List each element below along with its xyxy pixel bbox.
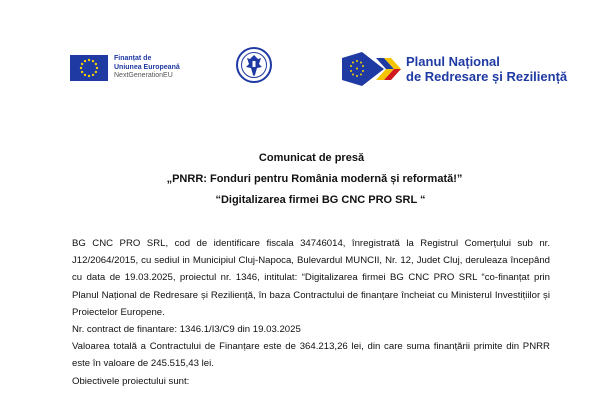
eu-text-line2: Uniunea Europeană [114,63,180,71]
eu-text-line1: Finanțat de [114,55,152,63]
header-logos [0,0,615,100]
pnrr-logo [342,52,567,86]
press-release-title: Comunicat de presă [258,152,365,164]
headline: „PNRR: Fonduri pentru România modernă și reformată!” [166,173,463,185]
contract-number: Nr. contract de finantare: 1346.1/I3/C9 din 19.03.2025 [72,324,301,336]
contract-value: Valoarea totală a Contractului de Finanțare este de 364.213,26 lei, din care suma finanțării primite din PNRR este în valoare de 245.515,43 lei. [72,341,550,370]
pnrr-text-line1: Planul Național [406,54,500,69]
eu-flag-icon [70,55,108,81]
project-title: “Digitalizarea firmei BG CNC PRO SRL “ [215,194,426,206]
eu-text-line3: NextGenerationEU [114,72,173,80]
objectives-heading: Obiectivele proiectului sunt: [72,375,190,387]
coat-of-arms-icon [236,45,272,85]
title-block [0,148,615,211]
document-body [72,235,550,390]
eu-funding-logo [70,55,180,81]
pnrr-text-line2: de Redresare și Reziliență [406,69,568,84]
intro-paragraph: BG CNC PRO SRL, cod de identificare fiscala 34746014, înregistrată la Registrul Comerțului sub nr. J12/2064/2015, cu sediul in Municipiul Cluj-Napoca, Bulevardul MUNCII, Nr. 12, Judet Cluj, deruleaza începând cu data de 19.03.2025, proiectul nr. 1346, intitulat: “Digitalizarea firmei BG CNC PRO SRL “co-finanțat prin Planul Național de Redresare și Reziliență, în baza Contractului de finanțare încheiat cu Ministerul Investițiilor și Proiectelor Europene. [72,238,550,318]
pnrr-flag-icon [342,52,402,86]
government-of-romania-logo [236,45,272,85]
